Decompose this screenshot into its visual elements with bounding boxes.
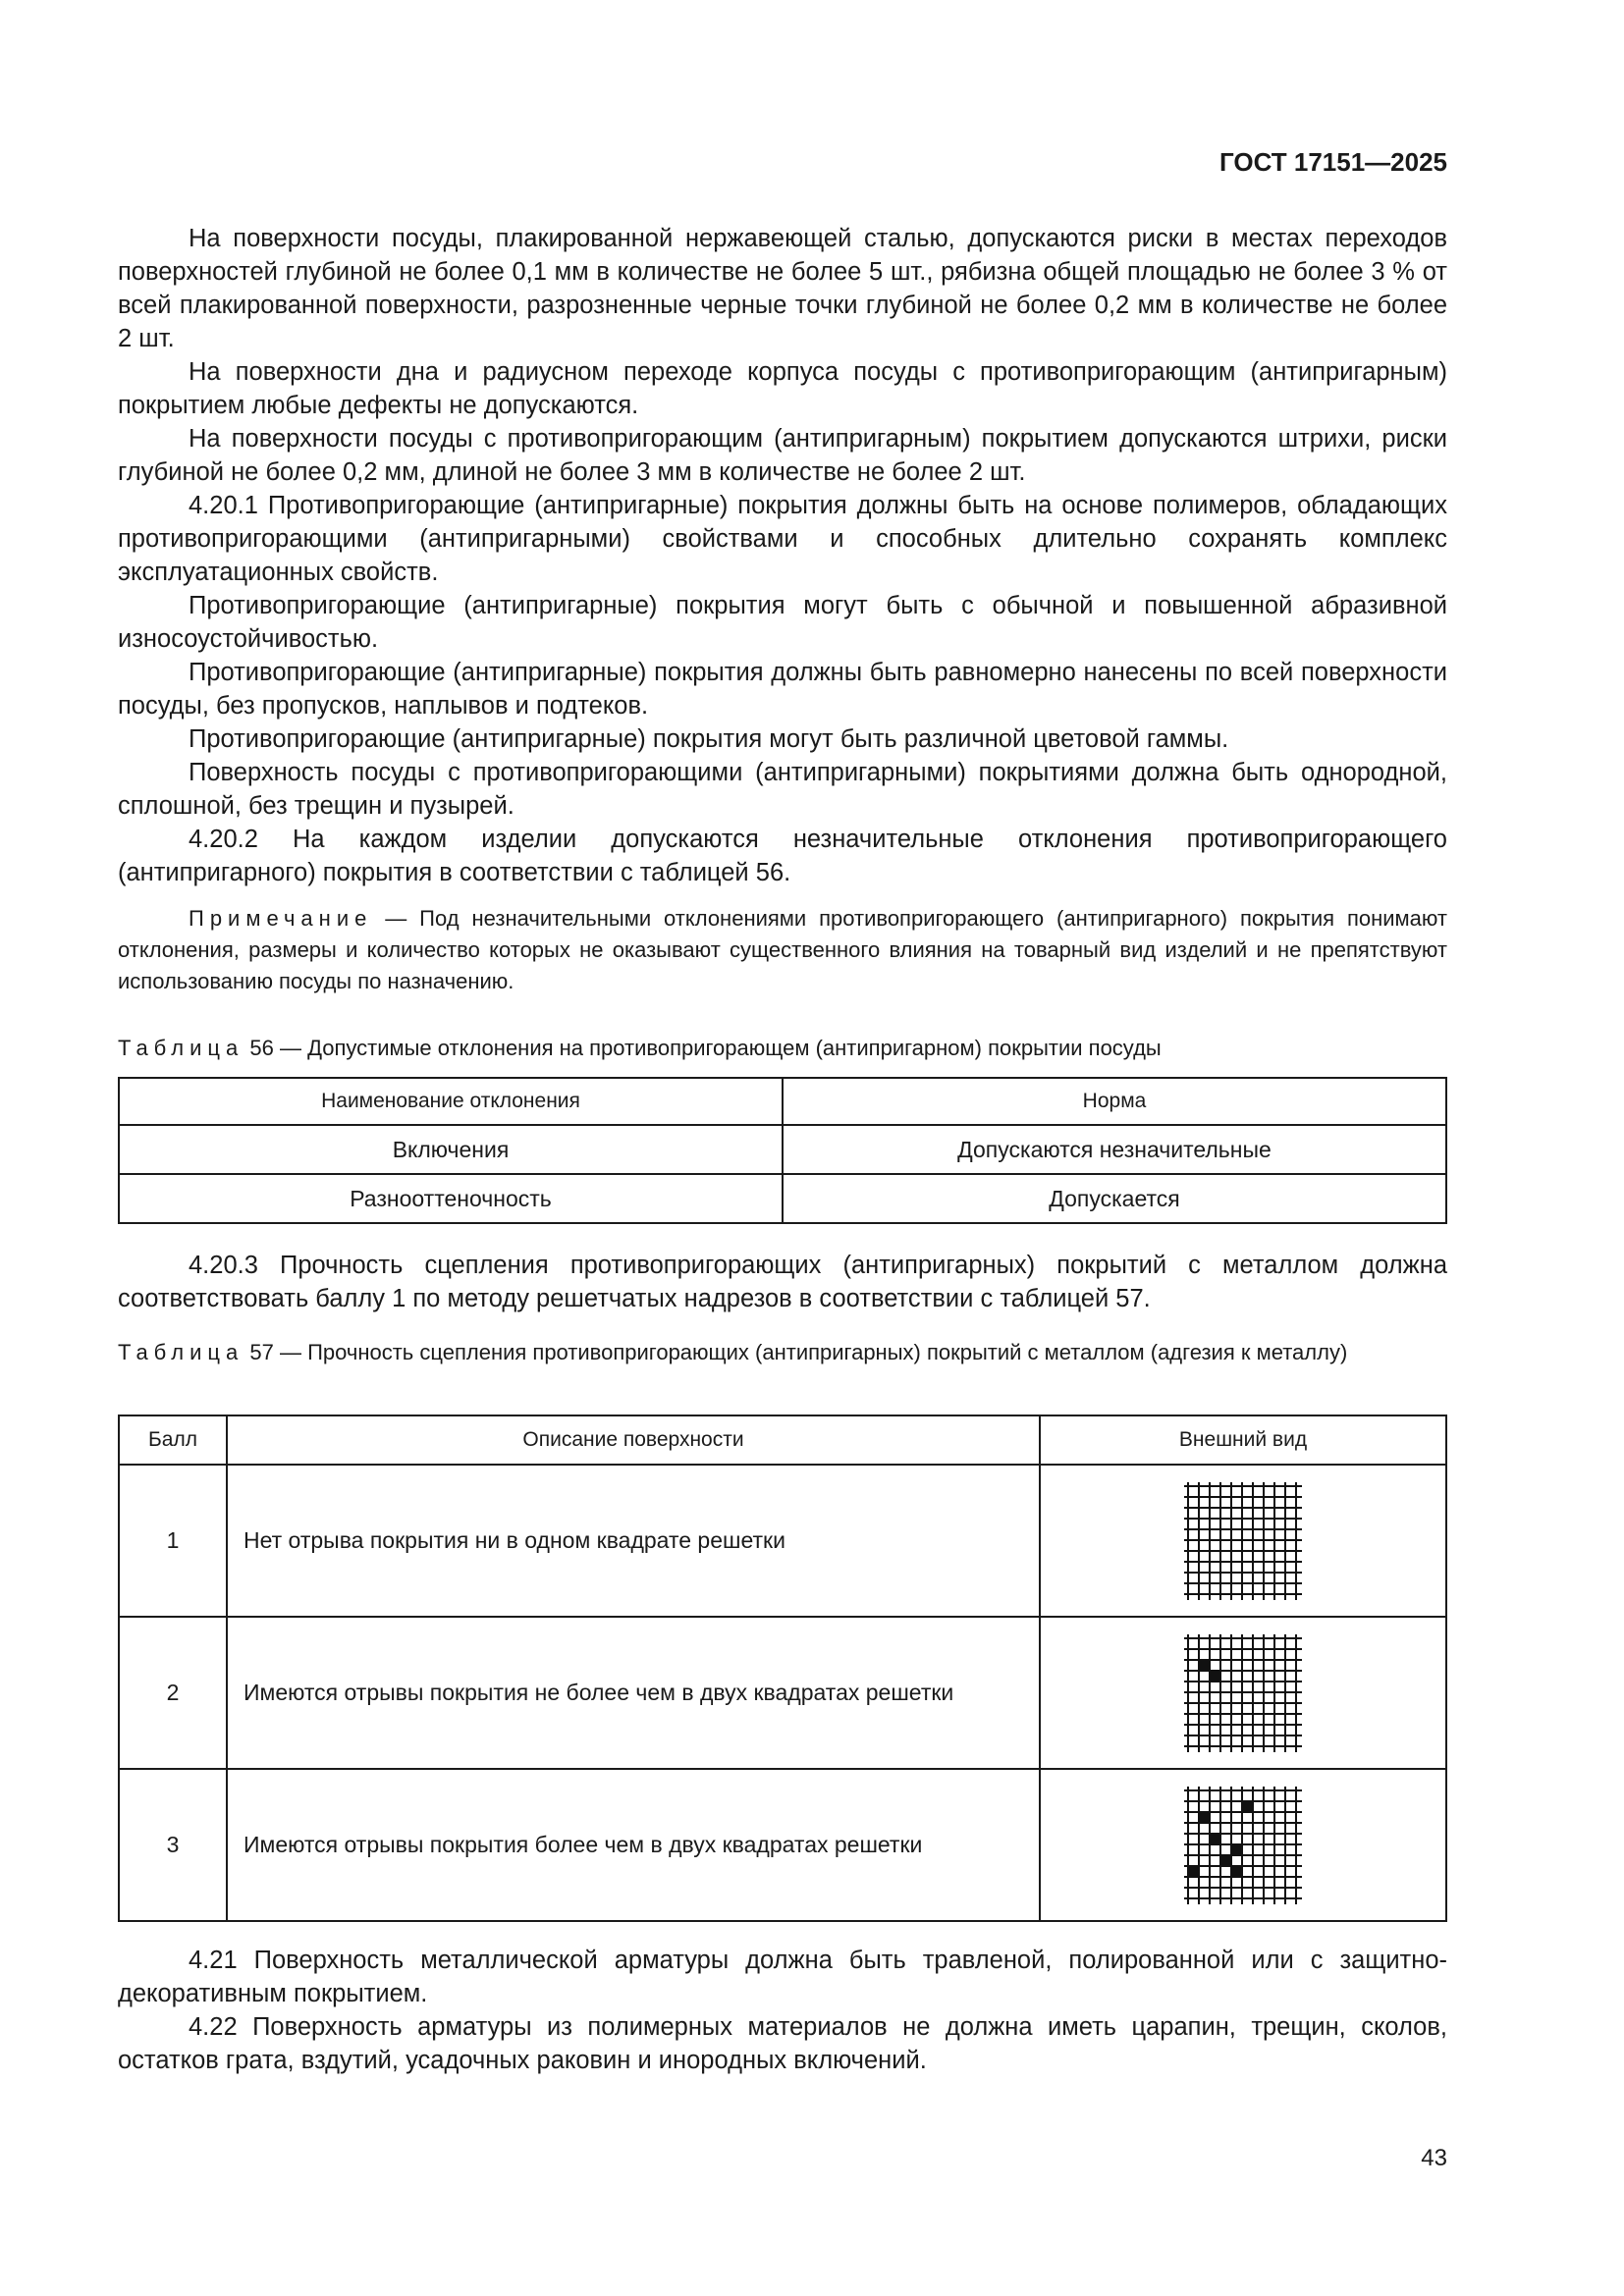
- detached-square: [1220, 1855, 1231, 1866]
- table-cell: Допускается: [783, 1174, 1446, 1223]
- paragraph: 4.22 Поверхность арматуры из полимерных материалов не должна иметь царапин, трещин, сколов, остатков грата, вздутий, усадочных раковин и инородных включений.: [118, 2013, 1447, 2074]
- score-cell: 1: [119, 1465, 227, 1617]
- table-header-cell: Описание поверхности: [227, 1415, 1040, 1465]
- page-number: 43: [1421, 2145, 1447, 2171]
- note-label: Примечание: [189, 906, 373, 931]
- paragraph: 4.20.3 Прочность сцепления противопригорающих (антипригарных) покрытий с металлом должна соответствовать баллу 1 по методу решетчатых надрезов в соответствии с таблицей 57.: [118, 1252, 1447, 1312]
- description-cell: Имеются отрывы покрытия не более чем в двух квадратах решетки: [227, 1617, 1040, 1769]
- table-row: [119, 1465, 1446, 1617]
- score-cell: 2: [119, 1617, 227, 1769]
- document-page: [118, 0, 1447, 2296]
- table57-caption-text: 57 — Прочность сцепления противопригорающих (антипригарных) покрытий с металлом (адгезия к металлу): [244, 1340, 1348, 1364]
- paragraph: 4.20.1 Противопригорающие (антипригарные) покрытия должны быть на основе полимеров, обладающих противопригорающими (антипригарными) свойствами и способных длительно сохранять комплекс эксплуатационных свойств.: [118, 492, 1447, 586]
- paragraph: Поверхность посуды с противопригорающими (антипригарными) покрытиями должна быть однородной, сплошной, без трещин и пузырей.: [118, 759, 1447, 820]
- table57-caption: [118, 1337, 1447, 1368]
- detached-square: [1210, 1834, 1220, 1844]
- table-header-cell: Внешний вид: [1040, 1415, 1446, 1465]
- body-text: [118, 222, 1447, 997]
- table-row: [119, 1125, 1446, 1174]
- table-header-cell: Наименование отклонения: [119, 1078, 783, 1125]
- table-header-cell: Норма: [783, 1078, 1446, 1125]
- paragraph: На поверхности посуды, плакированной нержавеющей сталью, допускаются риски в местах переходов поверхностей глубиной не более 0,1 мм в количестве не более 5 шт., рябизна общей площадью не более 3 % от всей плакированной поверхности, разрозненные черные точки глубиной не более 0,2 мм в количестве не более 2 шт.: [118, 225, 1447, 352]
- table-cell: Включения: [119, 1125, 783, 1174]
- table-row: [119, 1617, 1446, 1769]
- detached-square: [1188, 1866, 1199, 1877]
- detached-square: [1231, 1844, 1242, 1855]
- crosscut-grid-image: [1182, 1480, 1304, 1602]
- appearance-cell: [1040, 1769, 1446, 1921]
- paragraph: Противопригорающие (антипригарные) покрытия могут быть с обычной и повышенной абразивной износоустойчивостью.: [118, 592, 1447, 653]
- section-4-20-3: [118, 1249, 1447, 1315]
- paragraph: 4.21 Поверхность металлической арматуры должна быть травленой, полированной или с защитно-декоративным покрытием.: [118, 1947, 1447, 2007]
- note: [118, 903, 1447, 997]
- document-header: ГОСТ 17151—2025: [1219, 147, 1447, 177]
- detached-square: [1199, 1660, 1210, 1671]
- table-header-cell: Балл: [119, 1415, 227, 1465]
- detached-square: [1242, 1801, 1253, 1812]
- table-header-row: [119, 1078, 1446, 1125]
- paragraph: Противопригорающие (антипригарные) покрытия должны быть равномерно нанесены по всей поверхности посуды, без пропусков, наплывов и подтеков.: [118, 659, 1447, 720]
- description-cell: Имеются отрывы покрытия более чем в двух квадратах решетки: [227, 1769, 1040, 1921]
- table56-label: Таблица: [118, 1036, 244, 1060]
- section-4-21-4-22: [118, 1944, 1447, 2077]
- table57-label: Таблица: [118, 1340, 244, 1364]
- paragraph: Противопригорающие (антипригарные) покрытия могут быть различной цветовой гаммы.: [189, 725, 1229, 753]
- detached-square: [1210, 1671, 1220, 1682]
- crosscut-grid-image: [1182, 1785, 1304, 1906]
- table-57: [118, 1415, 1447, 1922]
- appearance-cell: [1040, 1465, 1446, 1617]
- table-cell: Допускаются незначительные: [783, 1125, 1446, 1174]
- score-cell: 3: [119, 1769, 227, 1921]
- description-cell: Нет отрыва покрытия ни в одном квадрате решетки: [227, 1465, 1040, 1617]
- table56-caption: [118, 1033, 1447, 1064]
- detached-square: [1231, 1866, 1242, 1877]
- crosscut-grid-image: [1182, 1632, 1304, 1754]
- paragraph: На поверхности посуды с противопригорающим (антипригарным) покрытием допускаются штрихи, риски глубиной не более 0,2 мм, длиной не более 3 мм в количестве не более 2 шт.: [118, 425, 1447, 486]
- table-row: [119, 1769, 1446, 1921]
- table-row: [119, 1174, 1446, 1223]
- detached-square: [1199, 1812, 1210, 1823]
- table-header-row: [119, 1415, 1446, 1465]
- appearance-cell: [1040, 1617, 1446, 1769]
- paragraph: 4.20.2 На каждом изделии допускаются незначительные отклонения противопригорающего (антипригарного) покрытия в соответствии с таблицей 56.: [118, 826, 1447, 886]
- note-text: — Под незначительными отклонениями противопригорающего (антипригарного) покрытия понимают отклонения, размеры и количество которых не оказывают существенного влияния на товарный вид изделий и не препятствуют использованию посуды по назначению.: [118, 906, 1447, 993]
- table56-caption-text: 56 — Допустимые отклонения на противопригорающем (антипригарном) покрытии посуды: [244, 1036, 1162, 1060]
- table-56: [118, 1077, 1447, 1224]
- paragraph: На поверхности дна и радиусном переходе корпуса посуды с противопригорающим (антипригарным) покрытием любые дефекты не допускаются.: [118, 358, 1447, 419]
- table-cell: Разнооттеночность: [119, 1174, 783, 1223]
